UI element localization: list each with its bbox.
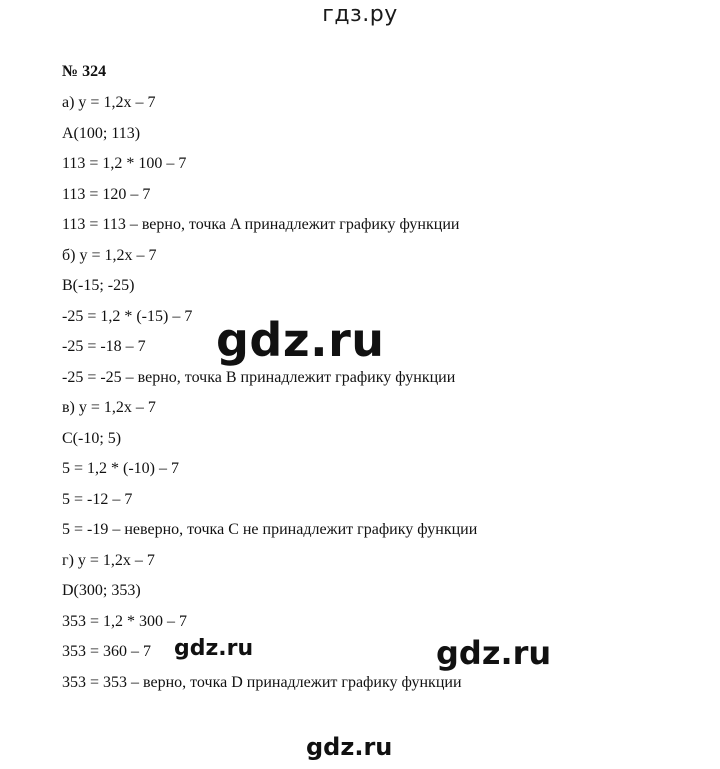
solution-line: C(-10; 5) (62, 429, 122, 447)
solution-line: A(100; 113) (62, 124, 141, 142)
solution-line: 353 = 360 – 7 (62, 643, 152, 660)
solution-line: 5 = 1,2 * (-10) – 7 (62, 460, 180, 477)
solution-line: а) y = 1,2x – 7 (62, 94, 156, 111)
solution-line: 5 = -19 – неверно, точка C не принадлежит графику функции (62, 521, 478, 538)
solution-line: б) y = 1,2x – 7 (62, 246, 157, 264)
watermark-bottom: gdz.ru (306, 733, 393, 761)
solution-line: в) y = 1,2x – 7 (62, 399, 156, 416)
site-header: гдз.ру (322, 2, 398, 27)
solution-line: -25 = -25 – верно, точка B принадлежит графику функции (62, 368, 456, 386)
solution-line: 5 = -12 – 7 (62, 490, 133, 508)
solution-line: 113 = 1,2 * 100 – 7 (62, 155, 187, 172)
solution-line: B(-15; -25) (62, 277, 135, 294)
solution-line: 113 = 113 – верно, точка A принадлежит графику функции (62, 216, 460, 233)
watermark-center: gdz.ru (216, 313, 385, 367)
watermark-small: gdz.ru (174, 636, 254, 661)
solution-lines (62, 93, 477, 703)
solution-line: -25 = -18 – 7 (62, 338, 146, 355)
solution-line: 353 = 1,2 * 300 – 7 (62, 612, 188, 630)
watermark-right: gdz.ru (436, 634, 552, 672)
solution-line: -25 = 1,2 * (-15) – 7 (62, 307, 193, 325)
problem-number: № 324 (62, 63, 107, 80)
solution-line: 113 = 120 – 7 (62, 185, 151, 203)
solution-line: 353 = 353 – верно, точка D принадлежит графику функции (62, 673, 462, 691)
solution-line: г) y = 1,2x – 7 (62, 551, 155, 569)
solution-line: D(300; 353) (62, 582, 141, 599)
